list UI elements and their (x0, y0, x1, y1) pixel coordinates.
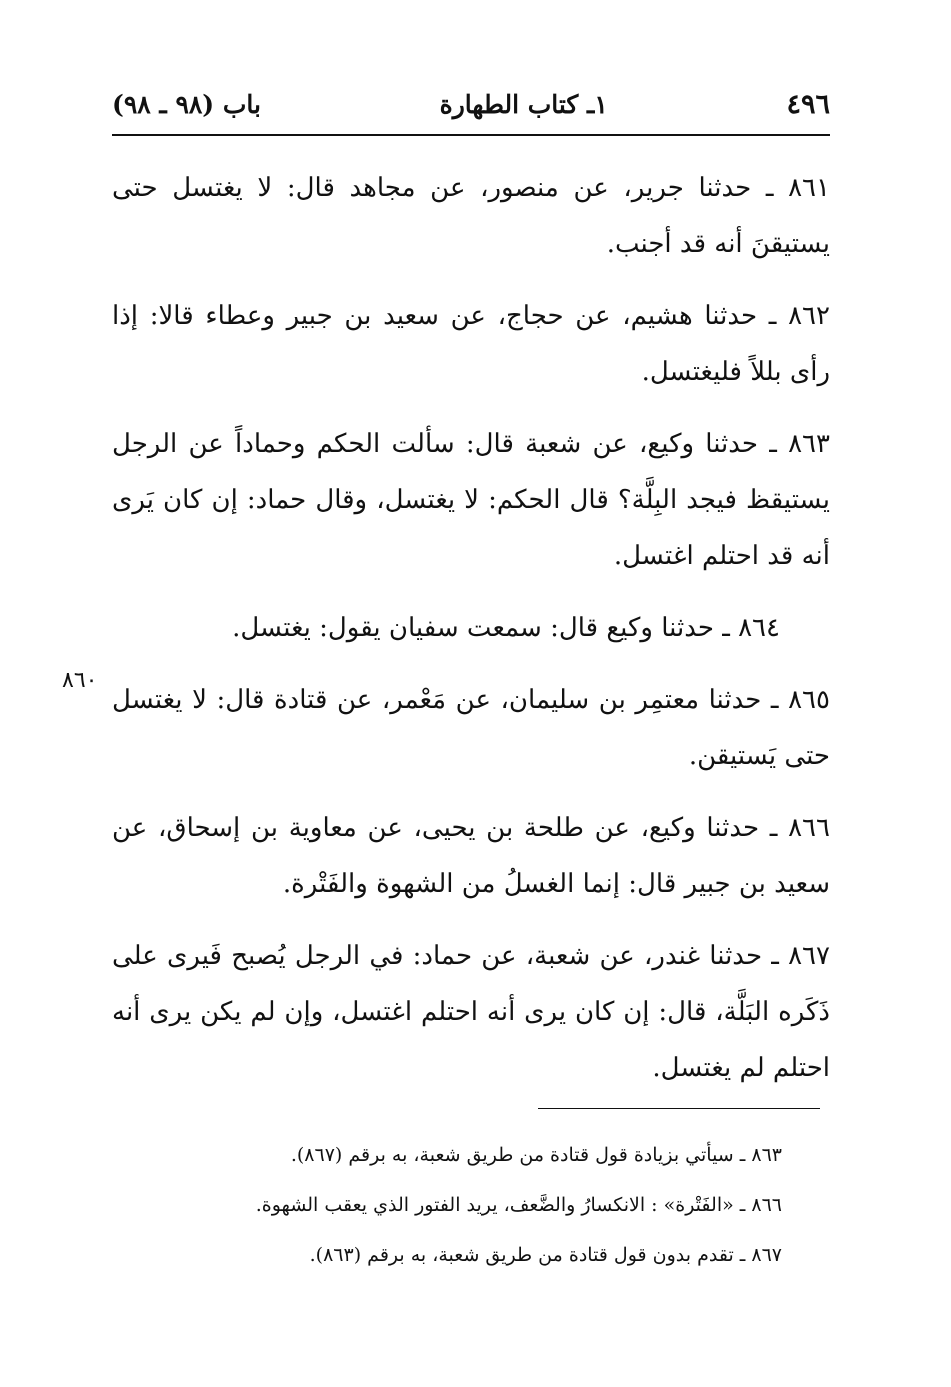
hadith-863: ٨٦٣ ـ حدثنا وكيع، عن شعبة قال: سألت الحكم وحماداً عن الرجل يستيقظ فيجد البِلَّة؟ قال الحكم: لا يغتسل، وقال حماد: إن كان يَرى أنه قد احتلم اغتسل. (112, 429, 830, 571)
chapter-range: باب (٩٨ ـ ٩٨) (112, 89, 261, 119)
footnote-866: ٨٦٦ ـ «الفَتْرة» : الانكسارُ والضَّعف، يريد الفتور الذي يعقب الشهوة. (255, 1194, 782, 1216)
hadith-861: ٨٦١ ـ حدثنا جرير، عن منصور، عن مجاهد قال: لا يغتسل حتى يستيقنَ أنه قد أجنب. (112, 173, 830, 259)
margin-number: ٨٦٠ (62, 668, 98, 693)
page-number: ٤٩٦ (786, 88, 830, 120)
footnote-divider (538, 1108, 820, 1109)
hadith-865: ٨٦٥ ـ حدثنا معتمِر بن سليمان، عن مَعْمر، عن قتادة قال: لا يغتسل حتى يَستيقن. (112, 685, 830, 771)
header-divider (112, 134, 830, 136)
main-text (112, 160, 830, 1112)
footnotes (112, 1130, 830, 1280)
footnote-863: ٨٦٣ ـ سيأتي بزيادة قول قتادة من طريق شعبة، به برقم (٨٦٧). (290, 1144, 782, 1166)
hadith-867: ٨٦٧ ـ حدثنا غندر، عن شعبة، عن حماد: في الرجل يُصبح فَيرى على ذَكَره البَلَّة، قال: إن كان يرى أنه احتلم اغتسل، وإن لم يكن يرى أنه احتلم لم يغتسل. (112, 941, 830, 1083)
running-header (112, 84, 830, 124)
hadith-866: ٨٦٦ ـ حدثنا وكيع، عن طلحة بن يحيى، عن معاوية بن إسحاق، عن سعيد بن جبير قال: إنما الغسلُ من الشهوة والفَتْرة. (112, 813, 830, 899)
hadith-862: ٨٦٢ ـ حدثنا هشيم، عن حجاج، عن سعيد بن جبير وعطاء قالا: إذا رأى بللاً فليغتسل. (112, 301, 830, 387)
book-title: ١ـ كتاب الطهارة (439, 89, 608, 119)
hadith-864: ٨٦٤ ـ حدثنا وكيع قال: سمعت سفيان يقول: يغتسل. (232, 613, 780, 643)
footnote-867: ٨٦٧ ـ تقدم بدون قول قتادة من طريق شعبة، به برقم (٨٦٣). (309, 1244, 782, 1266)
